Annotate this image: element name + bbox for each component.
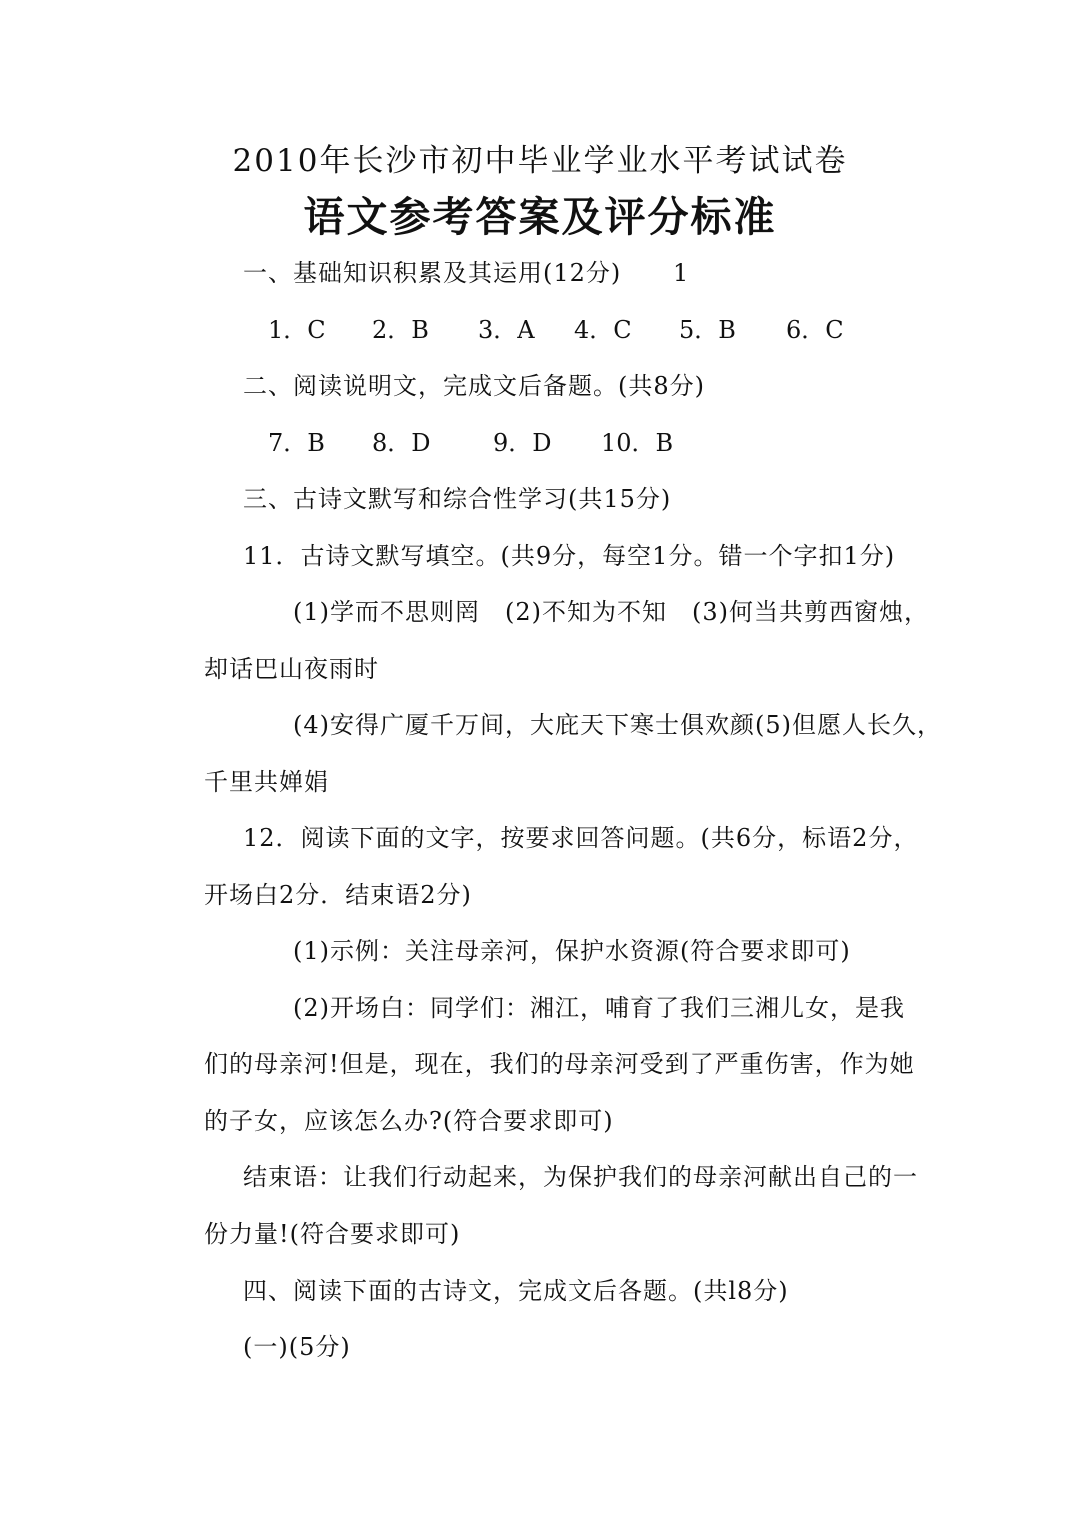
section2-heading: 二、阅读说明文，完成文后备题。(共8分) [243,372,705,400]
answer-item: 6．C [786,316,844,344]
answer-item: 9．D [493,429,552,457]
q12-answer-closing: 份力量!(符合要求即可) [204,1220,461,1248]
answer-item: 4．C [574,316,632,344]
answer-item: 8．D [372,429,431,457]
q11-heading: 11．古诗文默写填空。(共9分，每空1分。错一个字扣1分) [243,542,896,570]
q12-answer-opening: (2)开场白：同学们：湘江，哺育了我们三湘儿女，是我 [293,994,905,1022]
q11-answer-line: (4)安得广厦千万间，大庇天下寒士俱欢颜(5)但愿人长久， [293,711,942,739]
page-mark: 1 [673,259,690,287]
answer-item: 7．B [268,429,325,457]
section1-heading: 一、基础知识积累及其运用(12分) [243,259,622,287]
answer-item: 2．B [372,316,429,344]
section3-heading: 三、古诗文默写和综合性学习(共15分) [243,485,672,513]
answer-item: 10．B [601,429,674,457]
q11-answer-line: 却话巴山夜雨时 [204,655,379,683]
q11-answer-line: (1)学而不思则罔 (2)不知为不知 (3)何当共剪西窗烛， [293,598,929,626]
section4-sub1: (一)(5分) [243,1333,351,1361]
answer-item: 3．A [478,316,535,344]
exam-title: 2010年长沙市初中毕业学业水平考试试卷 [232,143,848,179]
q12-heading: 12．阅读下面的文字，按要求回答问题。(共6分，标语2分， [243,824,919,852]
q11-answer-line: 千里共婵娟 [204,768,329,796]
answer-item: 1．C [268,316,326,344]
document-subtitle: 语文参考答案及评分标准 [303,193,777,241]
q12-answer-closing: 结束语：让我们行动起来，为保护我们的母亲河献出自己的一 [243,1163,918,1191]
q12-heading-cont: 开场白2分．结束语2分) [204,881,472,909]
q12-answer-opening: 们的母亲河!但是，现在，我们的母亲河受到了严重伤害，作为她 [204,1050,915,1078]
section4-heading: 四、阅读下面的古诗文，完成文后各题。(共l8分) [243,1277,789,1305]
q12-answer-slogan: (1)示例：关注母亲河，保护水资源(符合要求即可) [293,937,851,965]
q12-answer-opening: 的子女，应该怎么办?(符合要求即可) [204,1107,614,1135]
answer-item: 5．B [679,316,736,344]
